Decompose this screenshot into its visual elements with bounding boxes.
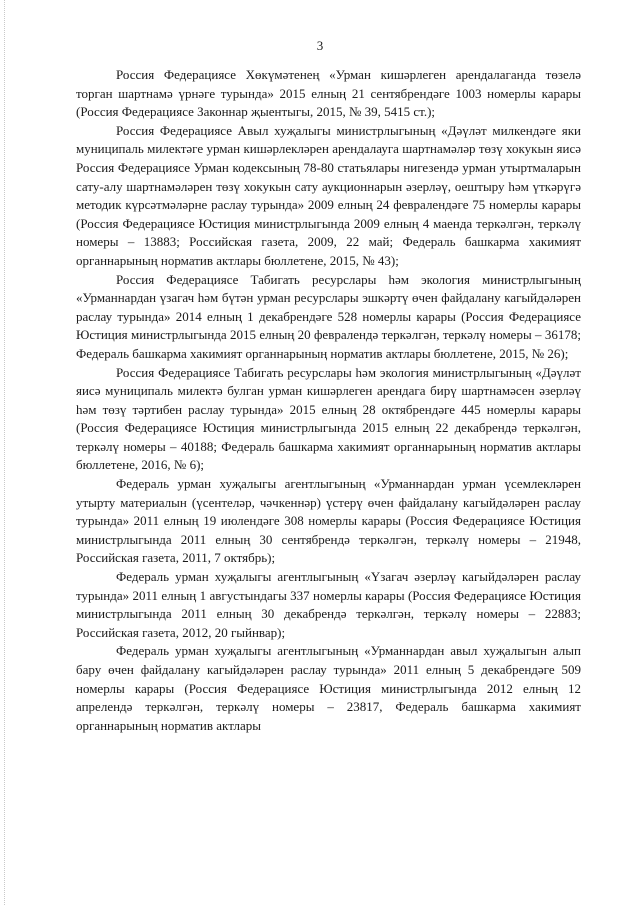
paragraph-natural-resources-order-528: Россия Федерациясе Табигать ресурслары һәм экология министрлыгының «Урманнардан үзагач һәм бүтән урман ресурслары эшкәртү өчен файдалану кагыйдәләрен раслау турында» 2014 елның 1 декабрендәге 528 номерлы карары (Россия Федерациясе Юстиция министрлыгында 2015 елның 20 февралендә теркәлгән, теркәлү номеры – 36178; Федераль башкарма хакимият органнарының норматив актлары бюллетене, 2015, № 26); [76, 271, 581, 361]
page-number: 3 [316, 38, 324, 53]
document-body [76, 66, 581, 735]
paragraph-natural-resources-order-445: Россия Федерациясе Табигать ресурслары һәм экология министрлыгының «Дәүләт яисә муниципаль милектә булган урман кишәрлеген арендага бирү шартнамәсен әзерләү һәм төзү тәртибен раслау турында» 2015 елның 28 октябрендәге 445 номерлы карары (Россия Федерациясе Юстиция министрлыгында 2015 елның 22 декабрендә теркәлгән, теркәлү номеры – 40188; Федераль башкарма хакимият органнарының норматив актлары бюллетене, 2016, № 6); [76, 364, 581, 473]
paragraph-forestry-agency-order-308: Федераль урман хуҗалыгы агентлыгының «Урманнардан урман үсемлекләрен утырту материалын (үсентеләр, чәчкеннәр) үстерү өчен файдалану кагыйдәләрен раслау турында» 2011 елның 19 июлендәге 308 номерлы карары (Россия Федерациясе Юстиция министрлыгында 2011 елның 30 сентябрендә теркәлгән, теркәлү номеры – 21948, Российская газета, 2011, 7 октябрь); [76, 476, 581, 566]
paragraph-agriculture-ministry-order-75: Россия Федерациясе Авыл хуҗалыгы министрлыгының «Дәүләт милкендәге яки муниципаль милектәге урман кишәрлекләрен арендалауга шартнамәләр төзү хокукын яисә Россия Федерациясе Урман кодексының 78-80 статьялары нигезендә урман утыртмаларын сату-алу шартнамәләрен төзү хокукын сату аукционнарын әзерләү, оештыру һәм үткәрүгә методик күрсәтмәләрне раслау турында» 2009 елның 24 февралендәге 75 номерлы карары (Россия Федерациясе Юстиция министрлыгында 2009 елның 4 маенда теркәлгән, теркәлү номеры – 13883; Российская газета, 2009, 22 май; Федераль башкарма хакимият органнарының норматив актлары бюллетене, 2015, № 43); [76, 122, 581, 268]
paragraph-forestry-agency-order-337: Федераль урман хуҗалыгы агентлыгының «Үзагач әзерләү кагыйдәләрен раслау турында» 2011 елның 1 августындагы 337 номерлы карары (Россия Федерациясе Юстиция министрлыгында 2011 елның 30 декабрендә теркәлгән, теркәлү номеры – 22883; Российская газета, 2012, 20 гыйнвар); [76, 569, 581, 640]
paragraph-government-resolution-1003: Россия Федерациясе Хөкүмәтенең «Урман кишәрлеген арендалаганда төзелә торган шартнамә үрнәге турында» 2015 елның 21 сентябрендәге 1003 номерлы карары (Россия Федерациясе Законнар җыентыгы, 2015, № 39, 5415 ст.); [76, 67, 581, 120]
scan-edge-marks [4, 0, 6, 905]
paragraph-forestry-agency-order-509: Федераль урман хуҗалыгы агентлыгының «Урманнардан авыл хуҗалыгын алып бару өчен файдалану кагыйдәләрен раслау турында» 2011 елның 5 декабрендәге 509 номерлы карары (Россия Федерациясе Юстиция министрлыгында 2012 елның 12 апрелендә теркәлгән, теркәлү номеры – 23817, Федераль башкарма хакимият органнарының норматив актлары [76, 643, 581, 733]
